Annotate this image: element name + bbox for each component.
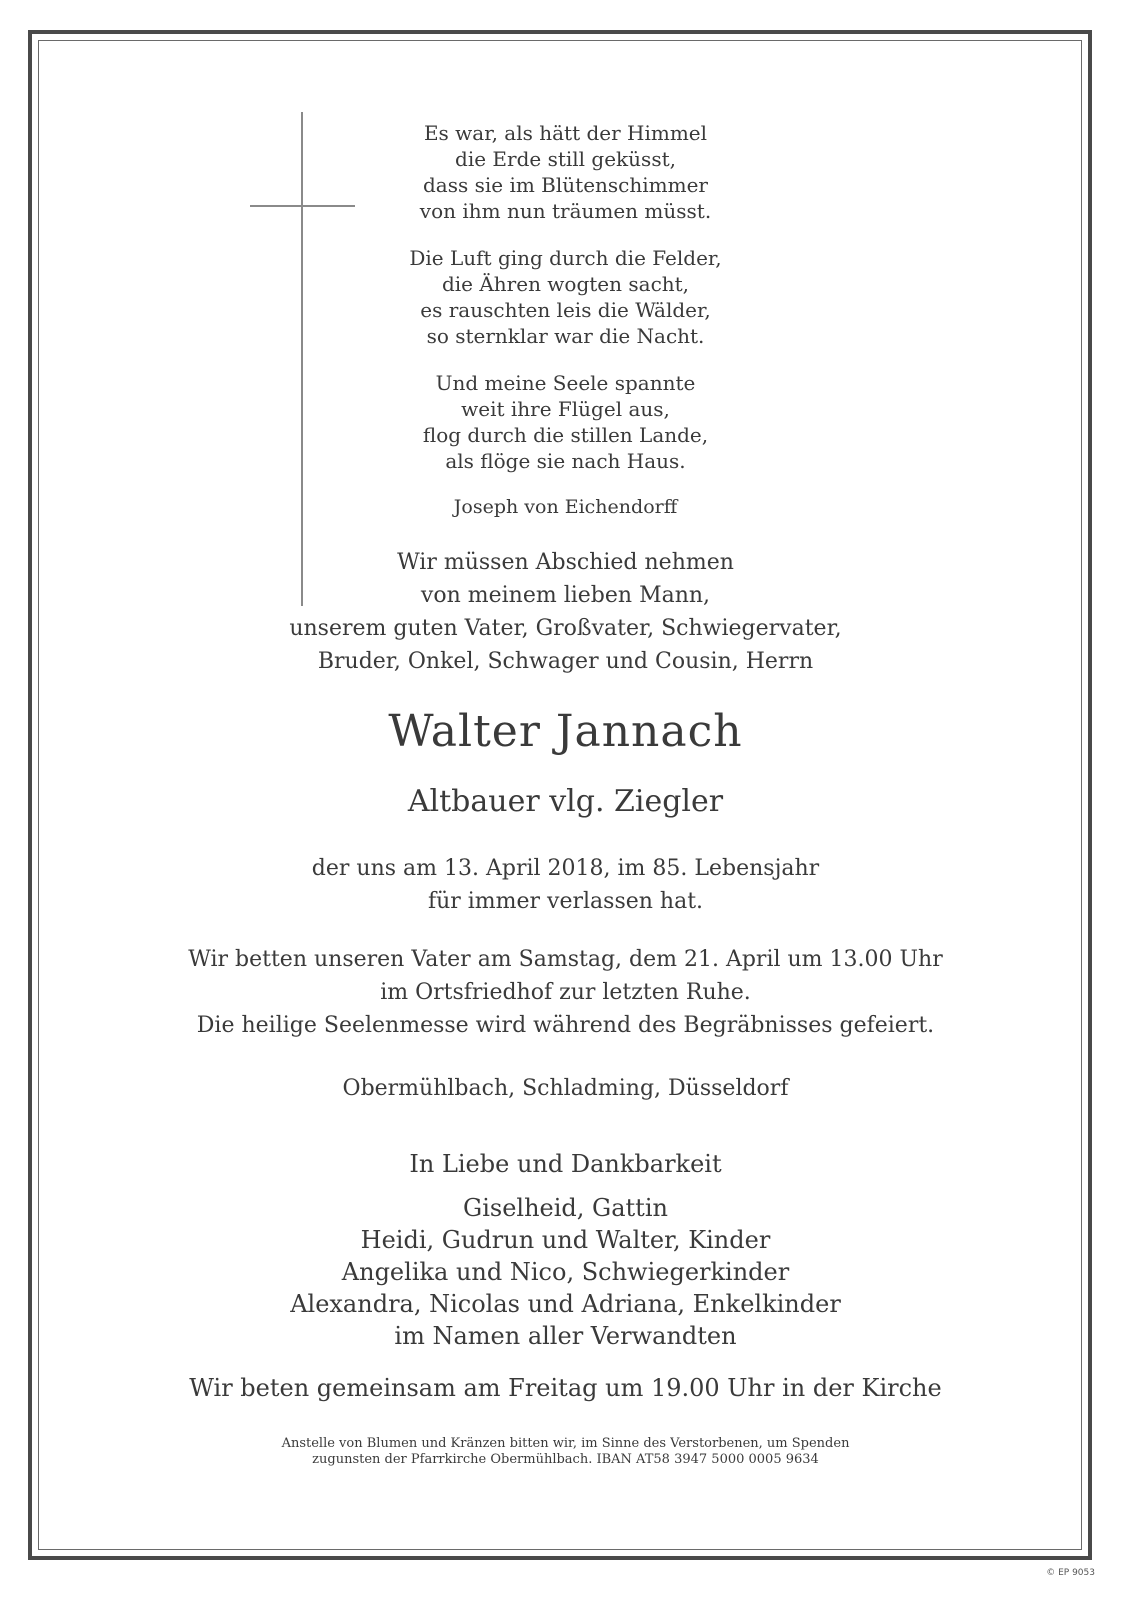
- prayer-notice: Wir beten gemeinsam am Freitag um 19.00 Uhr in der Kirche: [189, 1374, 942, 1402]
- poem-line: die Erde still geküsst,: [455, 147, 676, 171]
- places: Obermühlbach, Schladming, Düsseldorf: [342, 1076, 789, 1101]
- death-info-line: der uns am 13. April 2018, im 85. Lebensjahr: [311, 856, 820, 881]
- poem-line: die Ähren wogten sacht,: [441, 272, 690, 296]
- poem-line: als flöge sie nach Haus.: [445, 449, 686, 473]
- mourner-line: Giselheid, Gattin: [463, 1194, 668, 1222]
- mourners-list: [0, 1192, 1131, 1352]
- deceased-title: Altbauer vlg. Ziegler: [407, 784, 724, 819]
- announcement: [0, 546, 1131, 678]
- poem-stanza-2: [0, 245, 1131, 349]
- mourner-line: Alexandra, Nicolas und Adriana, Enkelkinder: [290, 1290, 841, 1318]
- poem-line: von ihm nun träumen müsst.: [419, 199, 712, 223]
- poem-line: Es war, als hätt der Himmel: [423, 121, 708, 145]
- donation-line: zugunsten der Pfarrkirche Obermühlbach. IBAN AT58 3947 5000 0005 9634: [312, 1452, 819, 1467]
- poem-line: so sternklar war die Nacht.: [426, 324, 705, 348]
- mourner-line: Heidi, Gudrun und Walter, Kinder: [360, 1226, 771, 1254]
- announcement-line: Bruder, Onkel, Schwager und Cousin, Herrn: [317, 649, 814, 674]
- funeral-line: Die heilige Seelenmesse wird während des Begräbnisses gefeiert.: [196, 1013, 935, 1038]
- death-info-line: für immer verlassen hat.: [427, 889, 704, 914]
- funeral-line: Wir betten unseren Vater am Samstag, dem 21. April um 13.00 Uhr: [188, 947, 943, 972]
- print-code: © EP 9053: [1046, 1568, 1095, 1578]
- mourner-line: im Namen aller Verwandten: [394, 1322, 737, 1350]
- poem-line: es rauschten leis die Wälder,: [420, 298, 711, 322]
- poem-line: Und meine Seele spannte: [435, 371, 696, 395]
- poem-line: flog durch die stillen Lande,: [422, 423, 709, 447]
- poem-line: Die Luft ging durch die Felder,: [409, 246, 722, 270]
- donation-line: Anstelle von Blumen und Kränzen bitten wir, im Sinne des Verstorbenen, um Spenden: [281, 1436, 850, 1451]
- poem-stanza-1: [0, 120, 1131, 224]
- funeral-info: [0, 943, 1131, 1042]
- poem-stanza-3: [0, 370, 1131, 474]
- poem-line: weit ihre Flügel aus,: [461, 397, 670, 421]
- poem-line: dass sie im Blütenschimmer: [423, 173, 708, 197]
- poem-author: Joseph von Eichendorff: [453, 496, 678, 518]
- announcement-line: Wir müssen Abschied nehmen: [397, 550, 734, 575]
- announcement-line: unserem guten Vater, Großvater, Schwiegervater,: [289, 616, 842, 641]
- mourners-heading: In Liebe und Dankbarkeit: [409, 1150, 722, 1178]
- deceased-name: Walter Jannach: [388, 706, 743, 757]
- funeral-line: im Ortsfriedhof zur letzten Ruhe.: [380, 980, 751, 1005]
- announcement-line: von meinem lieben Mann,: [420, 583, 711, 608]
- donation-note: [0, 1436, 1131, 1468]
- death-info: [0, 852, 1131, 918]
- mourner-line: Angelika und Nico, Schwiegerkinder: [341, 1258, 790, 1286]
